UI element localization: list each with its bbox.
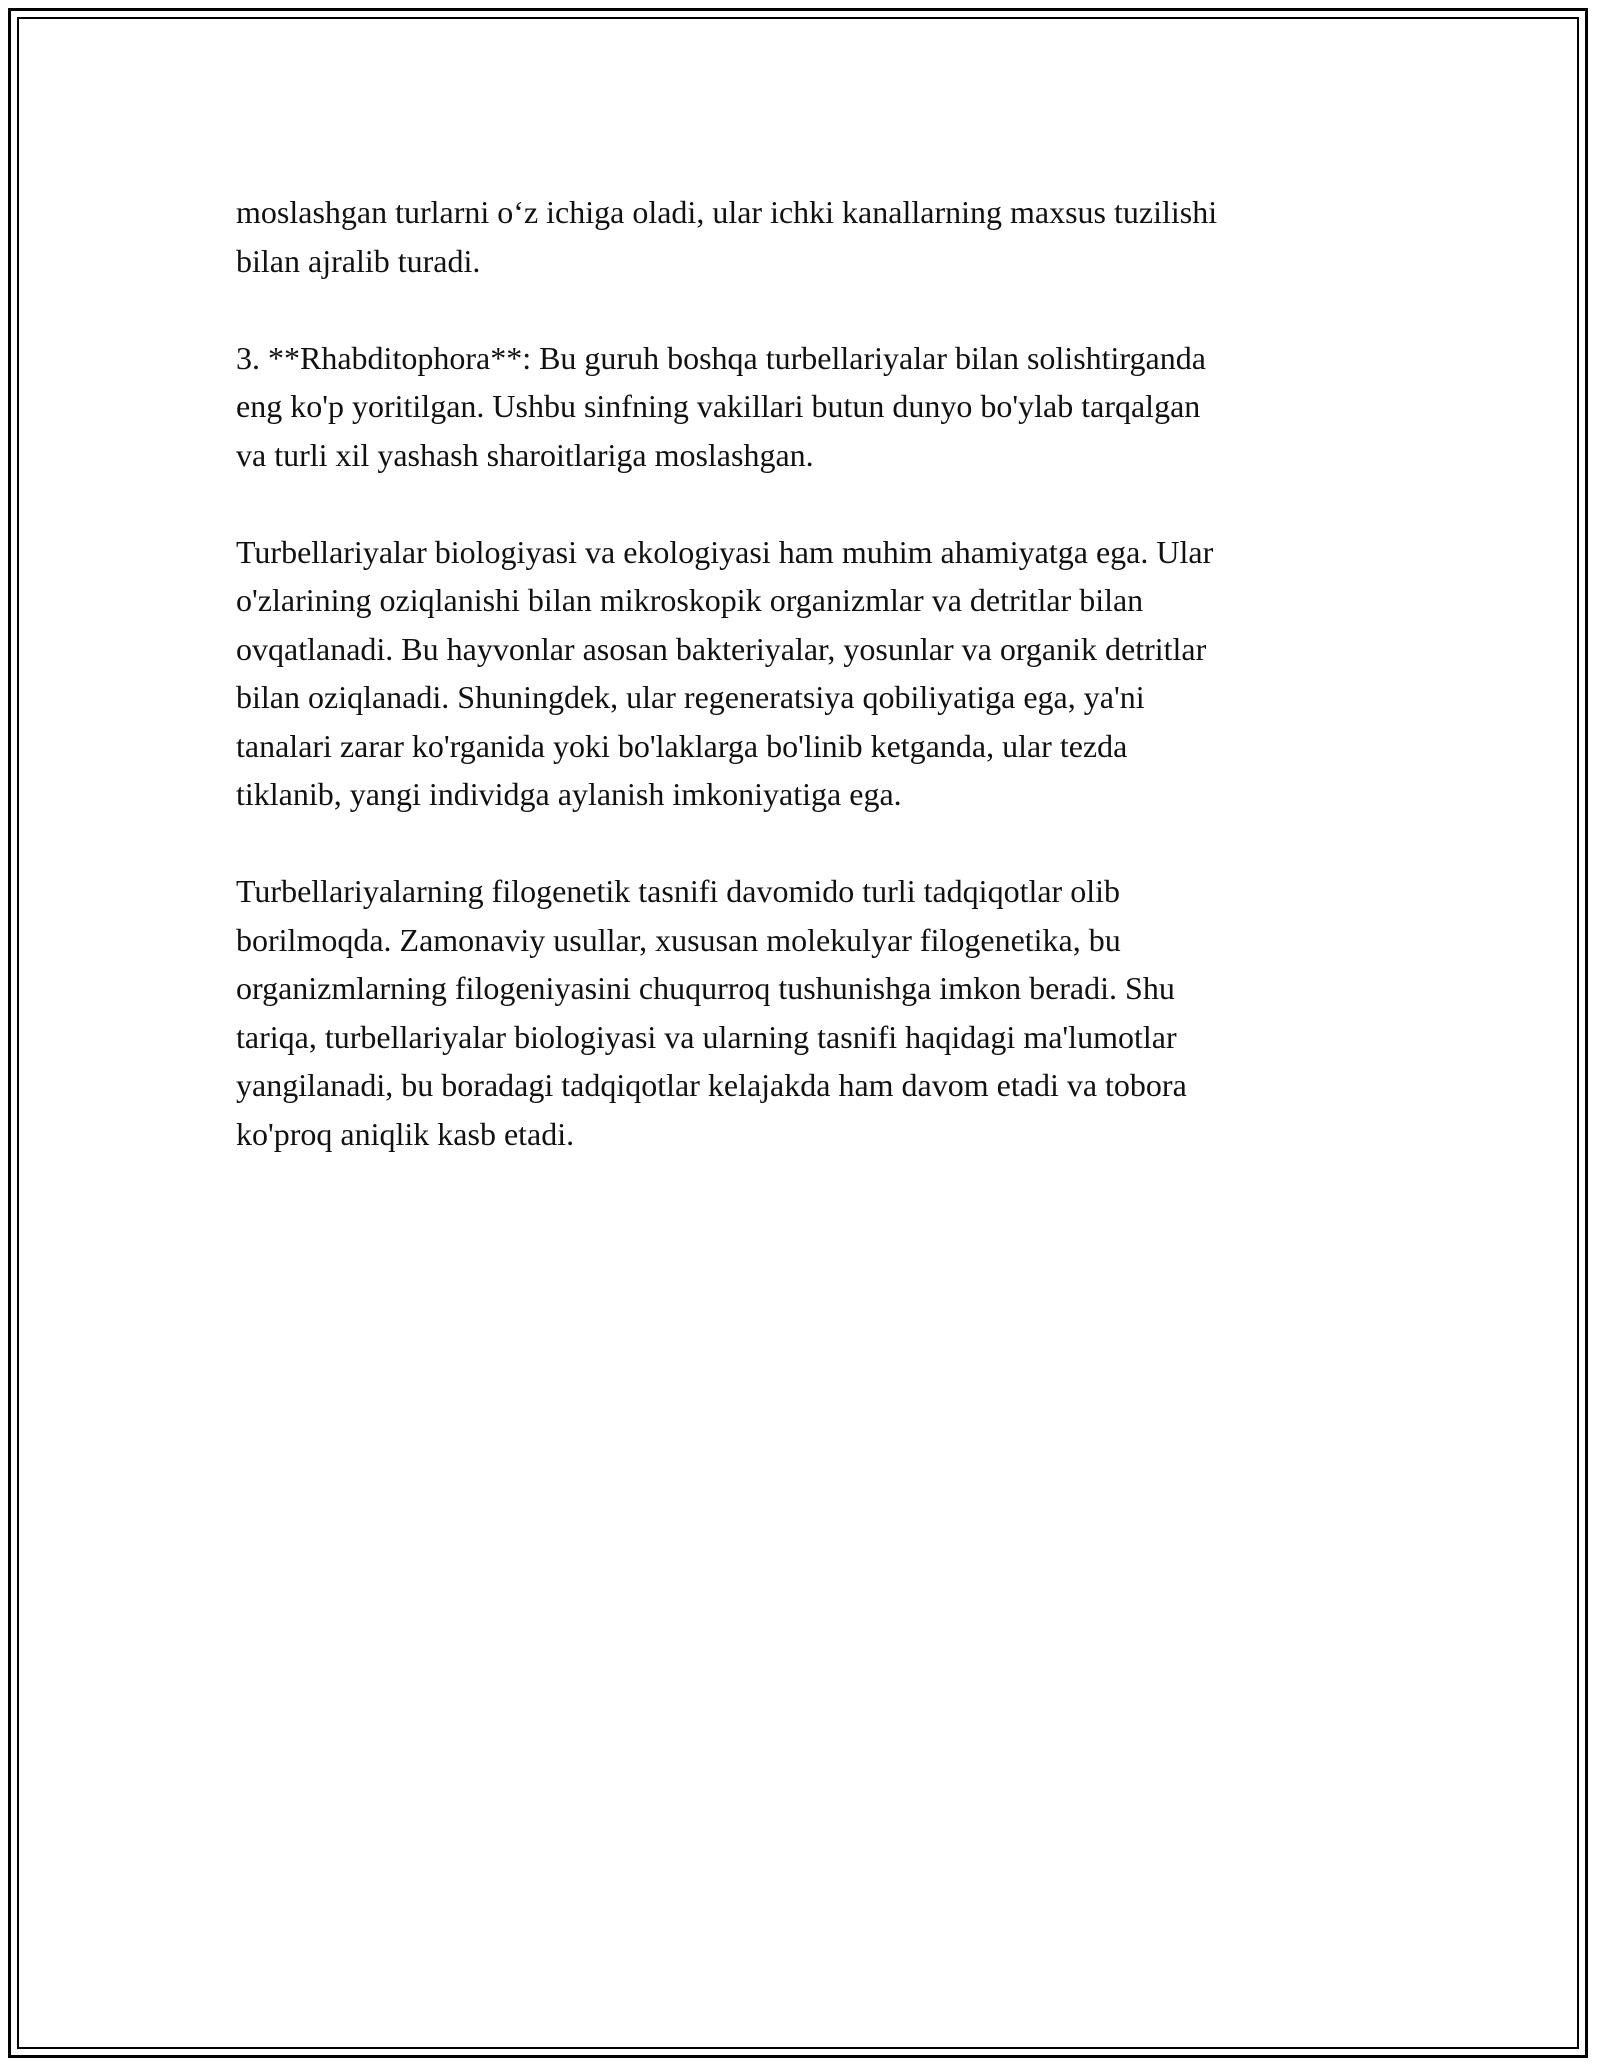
paragraph-biology-ecology: Turbellariyalar biologiyasi va ekologiyasi ham muhim ahamiyatga ega. Ular o'zlarining oziqlanishi bilan mikroskopik organizmlar va detritlar bilan ovqatlanadi. Bu hayvonlar asosan bakteriyalar, yosunlar va organik detritlar bilan oziqlanadi. Shuningdek, ular regeneratsiya qobiliyatiga ega, ya'ni tanalari zarar ko'rganida yoki bo'laklarga bo'linib ketganda, ular tezda tiklanib, yangi individga aylanish imkoniyatiga ega. bbox=[236, 533, 1214, 812]
paragraph-phylogenetic-classification: Turbellariyalarning filogenetik tasnifi davomido turli tadqiqotlar olib borilmoqda. Zamonaviy usullar, xususan molekulyar filogenetika, bu organizmlarning filogeniyasini chuqurroq tushunishga imkon beradi. Shu tariqa, turbellariyalar biologiyasi va ularning tasnifi haqidagi ma'lumotlar yangilanadi, bu boradagi tadqiqotlar kelajakda ham davom etadi va tobora ko'proq aniqlik kasb etadi. bbox=[236, 873, 1187, 1152]
paragraph-rhabditophora: 3. **Rhabditophora**: Bu guruh boshqa turbellariyalar bilan solishtirganda eng ko'p yoritilgan. Ushbu sinfning vakillari butun dunyo bo'ylab tarqalgan va turli xil yashash sharoitlariga moslashgan. bbox=[236, 339, 1206, 473]
paragraph-continuation: moslashgan turlarni o‘z ichiga oladi, ular ichki kanallarning maxsus tuzilishi bilan ajralib turadi. bbox=[236, 194, 1218, 279]
document-body bbox=[236, 188, 1376, 1207]
